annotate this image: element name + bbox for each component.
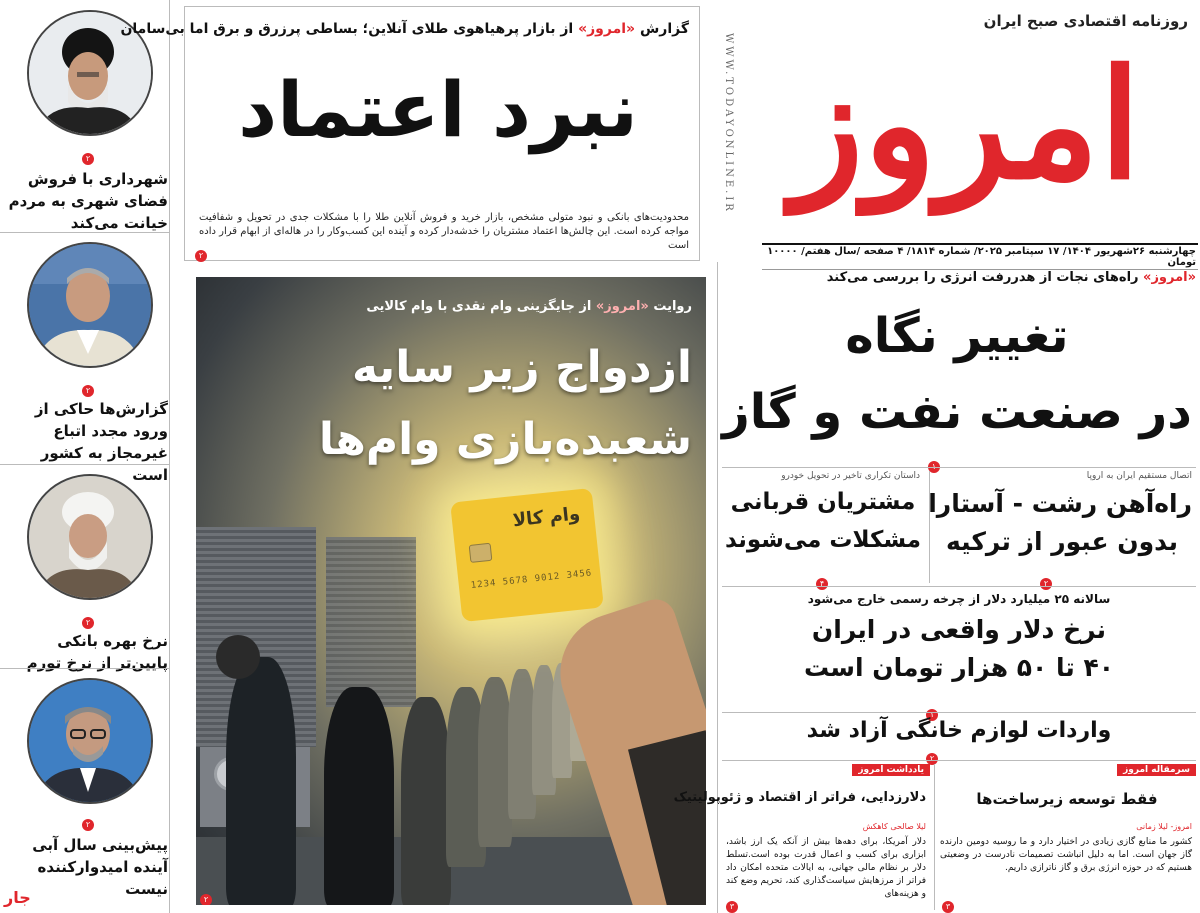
page-badge: ۳ [726,894,738,913]
column-section-label: یادداشت امروز [852,764,930,776]
sub-story-line2: مشکلات می‌شوند [724,527,922,553]
page-badge: ۴ [816,571,828,590]
sidebar-headline[interactable]: پیش‌بینی سال آبی آینده امیدوارکننده نیست [32,836,168,898]
shop-shutter [326,537,416,707]
divider [722,586,1196,587]
person [401,697,451,905]
website-url: WWW.TODAYONLINE.IR [723,32,734,214]
feature-kicker: روایت «امروز» از جایگزینی وام نقدی با وام کالایی [366,299,692,314]
feature-headline-line2: شعبده‌بازی وام‌ها [318,414,692,465]
divider [0,232,170,233]
page-badge: ۱ [926,702,938,721]
divider [0,464,170,465]
dollar-story-line2[interactable]: ۴۰ تا ۵۰ هزار تومان است [803,653,1115,682]
dollar-story-kicker: سالانه ۲۵ میلیارد دلار از چرخه رسمی خارج می‌شود [807,592,1111,606]
logo-wordmark: امروز [791,37,1141,213]
top-story-kicker: گزارش «امروز» از بازار پرهیاهوی طلای آنلاین؛ بساطی پرزرق و برق اما بی‌سامان [120,21,689,37]
sub-story-line1: مشتریان قربانی [730,489,916,515]
card-number: 1234 5678 9012 3456 [470,568,593,592]
sub-story-rail[interactable] [928,471,1196,588]
person [478,677,512,847]
column-body: دلار آمریکا، برای دهه‌ها بیش از آنکه یک ارز باشد، ابزاری برای کسب و اعمال قدرت بوده است.تسلط دلار بر نظام مالی جهانی، به ایالات متحده امکان داد فراتر از مرزهایش سیاست‌گذاری کند، تحریم وضع کند و هزینه‌های [726,837,926,899]
dollar-story-line1[interactable]: نرخ دلار واقعی در ایران [811,615,1107,644]
person [324,687,394,905]
portrait-cleric-white-turban-image [27,476,151,600]
person-head [216,635,260,679]
top-story-headline: نبرد اعتماد [238,65,638,154]
masthead-logo [748,2,1200,240]
divider [0,668,170,669]
portrait-man-image [27,244,151,368]
portrait-man-glasses-image [27,680,151,804]
page-badge: ۱ [928,454,940,473]
sidebar-headline[interactable]: گزارش‌ها حاکی از ورود مجدد اتباع غیرمجاز به کشور است [34,400,168,484]
column-author: لیلا صالحی کاهکش [862,822,926,831]
page-badge: ۲ [1040,571,1052,590]
sidebar-headline[interactable]: نرخ بهره بانکی پایین‌تر از نرخ تورم [26,632,168,672]
masthead-tagline: روزنامه اقتصادی صبح ایران [983,12,1188,30]
divider [722,712,1196,713]
column-divider [717,262,718,913]
feature-headline-line1: ازدواج زیر سایه [352,342,692,393]
main-story-headline-line1[interactable]: تغییر نگاه [845,308,1069,364]
feature-story[interactable] [196,277,706,905]
sub-story-line2: بدون عبور از ترکیه [946,527,1178,556]
person [226,657,296,905]
sub-story-kicker: داستان تکراری تاخیر در تحویل خودرو [781,471,920,481]
page-badge: ۳ [942,894,954,913]
sub-story-car[interactable] [722,471,926,588]
loan-card [450,488,604,622]
sidebar-column [0,0,170,913]
divider [929,471,930,583]
sidebar-headline[interactable]: شهرداری با فروش فضای شهری به مردم خیانت می‌کند [8,170,168,232]
top-story[interactable] [120,6,700,261]
watermark: جار [4,888,31,907]
column-section-label: سرمقاله امروز [1117,764,1196,776]
sub-story-line1: راه‌آهن رشت - آستارا [928,489,1192,518]
column-author: امروز- لیلا زمانی [1136,822,1192,831]
divider [722,467,1196,468]
dateline: چهارشنبه ۲۶شهریور ۱۴۰۴/ ۱۷ سپتامبر ۲۰۲۵/ شماره ۱۸۱۴/ ۴ صفحه /سال هفتم/ ۱۰۰۰۰ تومان [762,243,1198,270]
avatar [27,678,153,804]
main-story-kicker: «امروز» راه‌های نجات از هدررفت انرژی را بررسی می‌کند [826,270,1196,285]
avatar [27,474,153,600]
column-body: کشور ما منابع گازی زیادی در اختیار دارد و ما روسیه دومین دارنده گاز جهان است. اما به دلیل انباشت تصمیمات نادرست در وضعیتی هستیم که در حوزه انرژی برق و گاز ناترازی داریم. [940,837,1192,873]
top-story-lead: محدودیت‌های بانکی و نبود متولی مشخص، بازار خرید و فروش آنلاین طلا را با مشکلات جدی در تحویل و شفافیت مواجه کرده است. این چالش‌ها اعتماد مشتریان را خدشه‌دار کرده و آینده این کسب‌وکار را در هاله‌ای از ابهام قرار داده است [199,212,689,251]
column-title: دلارزدایی، فراتر از اقتصاد و ژئوپولیتیک [673,790,926,805]
page-badge: ۲ [200,887,212,905]
main-story-headline-line2[interactable]: در صنعت نفت و گاز [722,384,1192,440]
column-title: فقط توسعه زیرساخت‌ها [976,790,1158,808]
page-badge: ۲ [926,746,938,765]
card-chip-icon [469,543,493,563]
page-badge: ۲ [82,812,94,831]
avatar [27,242,153,368]
sub-story-kicker: اتصال مستقیم ایران به اروپا [1086,471,1192,481]
editorial-column[interactable] [938,764,1196,910]
page-badge: ۲ [82,378,94,397]
divider [934,764,935,910]
divider [722,760,1196,761]
note-column[interactable] [673,764,930,911]
page-badge: ۲ [82,146,94,165]
page-badge: ۲ [195,243,207,262]
import-story-headline[interactable]: واردات لوازم خانگی آزاد شد [806,718,1112,743]
card-label: وام کالا [511,503,582,532]
page-badge: ۲ [82,610,94,629]
